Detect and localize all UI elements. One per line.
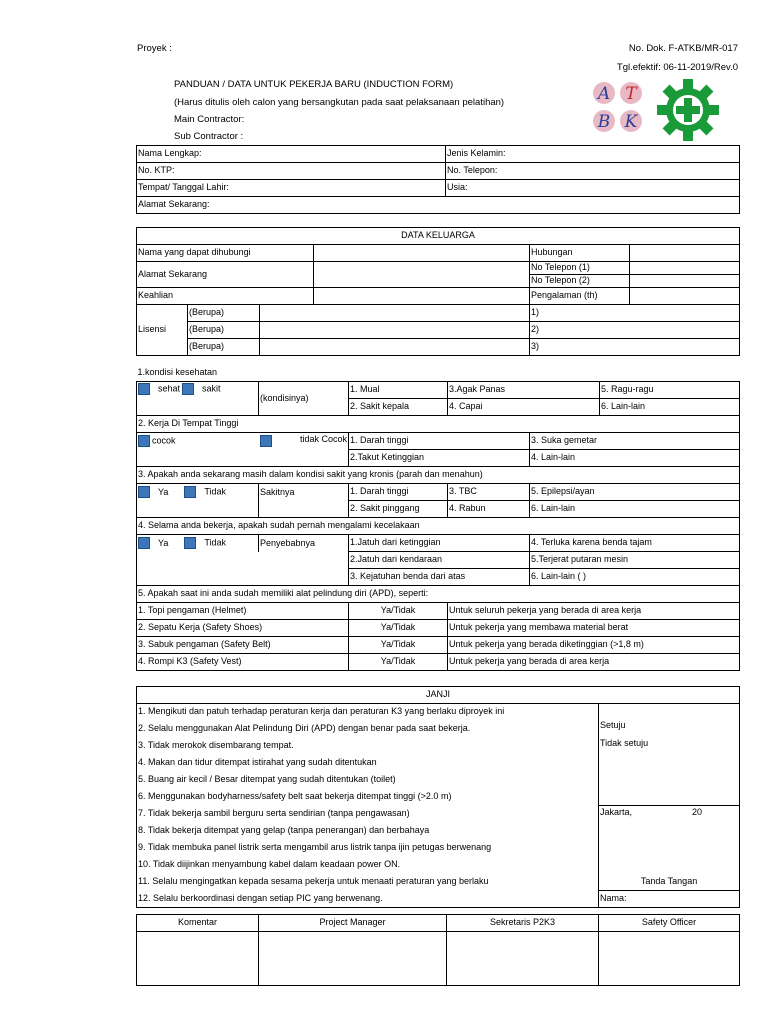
berupa-label: (Berupa) (188, 339, 260, 356)
jenis-kelamin-field[interactable]: Jenis Kelamin: (446, 146, 740, 163)
main-contractor-label: Main Contractor: (174, 114, 245, 125)
logo-letter-a: A (597, 84, 611, 104)
apd-item: 4. Rompi K3 (Safety Vest) (137, 654, 349, 671)
contact-name-input[interactable] (314, 245, 530, 262)
lisensi-input[interactable] (260, 322, 530, 339)
kecelakaan-tidak-label: Tidak (204, 537, 227, 548)
penyebab-label: Penyebabnya (259, 535, 349, 552)
document-number: No. Dok. F-ATKB/MR-017 (628, 43, 738, 54)
apd-section-title: 5. Apakah saat ini anda sudah memiliki alat pelindung diri (APD), seperti: (137, 586, 740, 603)
telp1-input[interactable] (630, 262, 740, 275)
tidak-cocok-label: tidak Cocok (299, 434, 347, 445)
lisensi-number[interactable]: 3) (530, 339, 740, 356)
lisensi-input[interactable] (260, 305, 530, 322)
logo-letter-b: B (597, 112, 611, 132)
logo-letter-t: T (625, 84, 637, 104)
safety-officer-signature[interactable] (599, 932, 740, 986)
accident-option[interactable]: 2.Jatuh dari kendaraan (349, 552, 530, 569)
telp2-label: No Telepon (2) (530, 275, 630, 288)
tidak-cocok-checkbox[interactable] (260, 435, 272, 447)
family-address-label: Alamat Sekarang (137, 262, 314, 288)
questions-table (136, 365, 740, 671)
keahlian-label: Keahlian (137, 288, 314, 305)
proyek-label: Proyek : (137, 43, 172, 54)
height-option[interactable]: 4. Lain-lain (530, 450, 740, 467)
sehat-checkbox[interactable] (138, 383, 150, 395)
lisensi-input[interactable] (260, 339, 530, 356)
apd-description: Untuk pekerja yang berada diketinggian (>1,8 m) (448, 637, 740, 654)
setuju-label[interactable]: Setuju (600, 720, 626, 730)
nama-signature-field[interactable]: Nama: (599, 890, 740, 907)
family-section-title: DATA KELUARGA (137, 228, 740, 245)
apd-item: 1. Topi pengaman (Helmet) (137, 603, 349, 620)
apd-ya-tidak[interactable]: Ya/Tidak (349, 654, 448, 671)
sekretaris-header: Sekretaris P2K3 (447, 915, 599, 932)
alamat-field[interactable]: Alamat Sekarang: (137, 197, 740, 214)
telp2-input[interactable] (630, 275, 740, 288)
height-option[interactable]: 1. Darah tinggi (349, 433, 530, 450)
sakit-checkbox[interactable] (182, 383, 194, 395)
project-manager-header: Project Manager (259, 915, 447, 932)
jakarta-label: Jakarta, (600, 806, 633, 817)
health-section-title: 1.kondisi kesehatan (137, 365, 740, 382)
apd-description: Untuk seluruh pekerja yang berada di area kerja (448, 603, 740, 620)
lisensi-number[interactable]: 2) (530, 322, 740, 339)
telp1-label: No Telepon (1) (530, 262, 630, 275)
kronis-tidak-checkbox[interactable] (184, 486, 196, 498)
apd-description: Untuk pekerja yang berada di area kerja (448, 654, 740, 671)
chronic-option[interactable]: 2. Sakit pinggang (349, 501, 448, 518)
form-subtitle: (Harus ditulis oleh calon yang bersangkutan pada saat pelaksanaan pelatihan) (174, 97, 505, 108)
accident-option[interactable]: 5.Terjerat putaran mesin (530, 552, 740, 569)
usia-field[interactable]: Usia: (446, 180, 740, 197)
nama-lengkap-field[interactable]: Nama Lengkap: (137, 146, 446, 163)
janji-item: 8. Tidak bekerja ditempat yang gelap (tanpa penerangan) dan berbahaya (137, 822, 599, 839)
atbk-logo (590, 80, 646, 136)
logo-letter-k: K (624, 112, 638, 132)
janji-item: 2. Selalu menggunakan Alat Pelindung Diri (APD) dengan benar pada saat bekerja. (137, 720, 599, 737)
safety-officer-header: Safety Officer (599, 915, 740, 932)
pengalaman-input[interactable] (630, 288, 740, 305)
contact-name-label: Nama yang dapat dihubungi (137, 245, 314, 262)
year-prefix: 20 (692, 806, 703, 817)
health-option[interactable]: 2. Sakit kepala (349, 399, 448, 416)
tidak-setuju-label[interactable]: Tidak setuju (600, 738, 649, 749)
sehat-label: sehat (158, 383, 181, 394)
janji-item: 10. Tidak diijinkan menyambung kabel dalam keadaan power ON. (137, 856, 599, 873)
personal-data-table (136, 145, 740, 214)
janji-item: 6. Menggunakan bodyharness/safety belt saat bekerja ditempat tinggi (>2.0 m) (137, 788, 599, 805)
chronic-option[interactable]: 6. Lain-lain (530, 501, 740, 518)
berupa-label: (Berupa) (188, 322, 260, 339)
apd-description: Untuk pekerja yang membawa material berat (448, 620, 740, 637)
k3-gear-icon (656, 78, 720, 142)
health-option[interactable]: 4. Capai (448, 399, 600, 416)
apd-item: 3. Sabuk pengaman (Safety Belt) (137, 637, 349, 654)
accident-option[interactable]: 6. Lain-lain ( ) (530, 569, 740, 586)
janji-item: 4. Makan dan tidur ditempat istirahat yang sudah ditentukan (137, 754, 599, 771)
effective-date: Tgl.efektif: 06-11-2019/Rev.0 (616, 62, 738, 73)
komentar-box[interactable] (137, 932, 259, 986)
hubungan-input[interactable] (630, 245, 740, 262)
kecelakaan-tidak-checkbox[interactable] (184, 537, 196, 549)
health-option[interactable]: 6. Lain-lain (600, 399, 740, 416)
family-data-table (136, 227, 740, 356)
height-option[interactable]: 3. Suka gemetar (530, 433, 740, 450)
sekretaris-signature[interactable] (447, 932, 599, 986)
chronic-section-title: 3. Apakah anda sekarang masih dalam kondisi sakit yang kronis (parah dan menahun) (137, 467, 740, 484)
janji-item: 12. Selalu berkoordinasi dengan setiap PIC yang berwenang. (137, 890, 599, 907)
janji-item: 3. Tidak merokok disembarang tempat. (137, 737, 599, 754)
janji-table (136, 686, 740, 908)
pengalaman-label: Pengalaman (th) (530, 288, 630, 305)
apd-item: 2. Sepatu Kerja (Safety Shoes) (137, 620, 349, 637)
no-telepon-field[interactable]: No. Telepon: (446, 163, 740, 180)
janji-item: 1. Mengikuti dan patuh terhadap peraturan kerja dan peraturan K3 yang berlaku diproyek ini (137, 704, 599, 721)
cocok-checkbox[interactable] (138, 435, 150, 447)
accident-option[interactable]: 1.Jatuh dari ketinggian (349, 535, 530, 552)
sakit-label: sakit (202, 383, 221, 394)
janji-item: 7. Tidak bekerja sambil berguru serta sendirian (tanpa pengawasan) (137, 805, 599, 822)
signoff-table (136, 914, 740, 986)
apd-ya-tidak[interactable]: Ya/Tidak (349, 603, 448, 620)
accident-option[interactable]: 3. Kejatuhan benda dari atas (349, 569, 530, 586)
janji-title: JANJI (137, 687, 740, 704)
keahlian-input[interactable] (314, 288, 530, 305)
form-title: PANDUAN / DATA UNTUK PEKERJA BARU (INDUCTION FORM) (174, 79, 454, 90)
apd-ya-tidak[interactable]: Ya/Tidak (349, 620, 448, 637)
sub-contractor-label: Sub Contractor : (174, 131, 244, 142)
janji-item: 11. Selalu mengingatkan kepada sesama pekerja untuk menaati peraturan yang berlaku (137, 873, 599, 890)
lisensi-label: Lisensi (137, 305, 188, 356)
health-option[interactable]: 5. Ragu-ragu (600, 382, 740, 399)
janji-item: 5. Buang air kecil / Besar ditempat yang sudah ditentukan (toilet) (137, 771, 599, 788)
tanda-tangan-label: Tanda Tangan (640, 875, 698, 886)
tempat-lahir-field[interactable]: Tempat/ Tanggal Lahir: (137, 180, 446, 197)
lisensi-number[interactable]: 1) (530, 305, 740, 322)
chronic-option[interactable]: 5. Epilepsi/ayan (530, 484, 740, 501)
height-option[interactable]: 2.Takut Ketinggian (349, 450, 530, 467)
komentar-header: Komentar (137, 915, 259, 932)
family-address-input[interactable] (314, 262, 530, 288)
cocok-label: cocok (152, 435, 176, 446)
sakitnya-label: Sakitnya (259, 484, 349, 501)
janji-item: 9. Tidak membuka panel listrik serta mengambil arus listrik tanpa ijin petugas berwenang (137, 839, 599, 856)
health-option[interactable]: 3.Agak Panas (448, 382, 600, 399)
chronic-option[interactable]: 3. TBC (448, 484, 530, 501)
height-section-title: 2. Kerja Di Tempat Tinggi (137, 416, 740, 433)
apd-ya-tidak[interactable]: Ya/Tidak (349, 637, 448, 654)
kecelakaan-ya-checkbox[interactable] (138, 537, 150, 549)
accident-option[interactable]: 4. Terluka karena benda tajam (530, 535, 740, 552)
project-manager-signature[interactable] (259, 932, 447, 986)
accident-section-title: 4. Selama anda bekerja, apakah sudah pernah mengalami kecelakaan (137, 518, 740, 535)
berupa-label: (Berupa) (188, 305, 260, 322)
chronic-option[interactable]: 4. Rabun (448, 501, 530, 518)
kronis-ya-label: Ya (158, 486, 169, 497)
no-ktp-field[interactable]: No. KTP: (137, 163, 446, 180)
health-option[interactable]: 1. Mual (349, 382, 448, 399)
hubungan-label: Hubungan (530, 245, 630, 262)
kronis-tidak-label: Tidak (204, 486, 227, 497)
kondisinya-label: (kondisinya) (259, 382, 349, 416)
kecelakaan-ya-label: Ya (158, 537, 169, 548)
chronic-option[interactable]: 1. Darah tinggi (349, 484, 448, 501)
kronis-ya-checkbox[interactable] (138, 486, 150, 498)
agreement-box[interactable] (599, 704, 740, 806)
